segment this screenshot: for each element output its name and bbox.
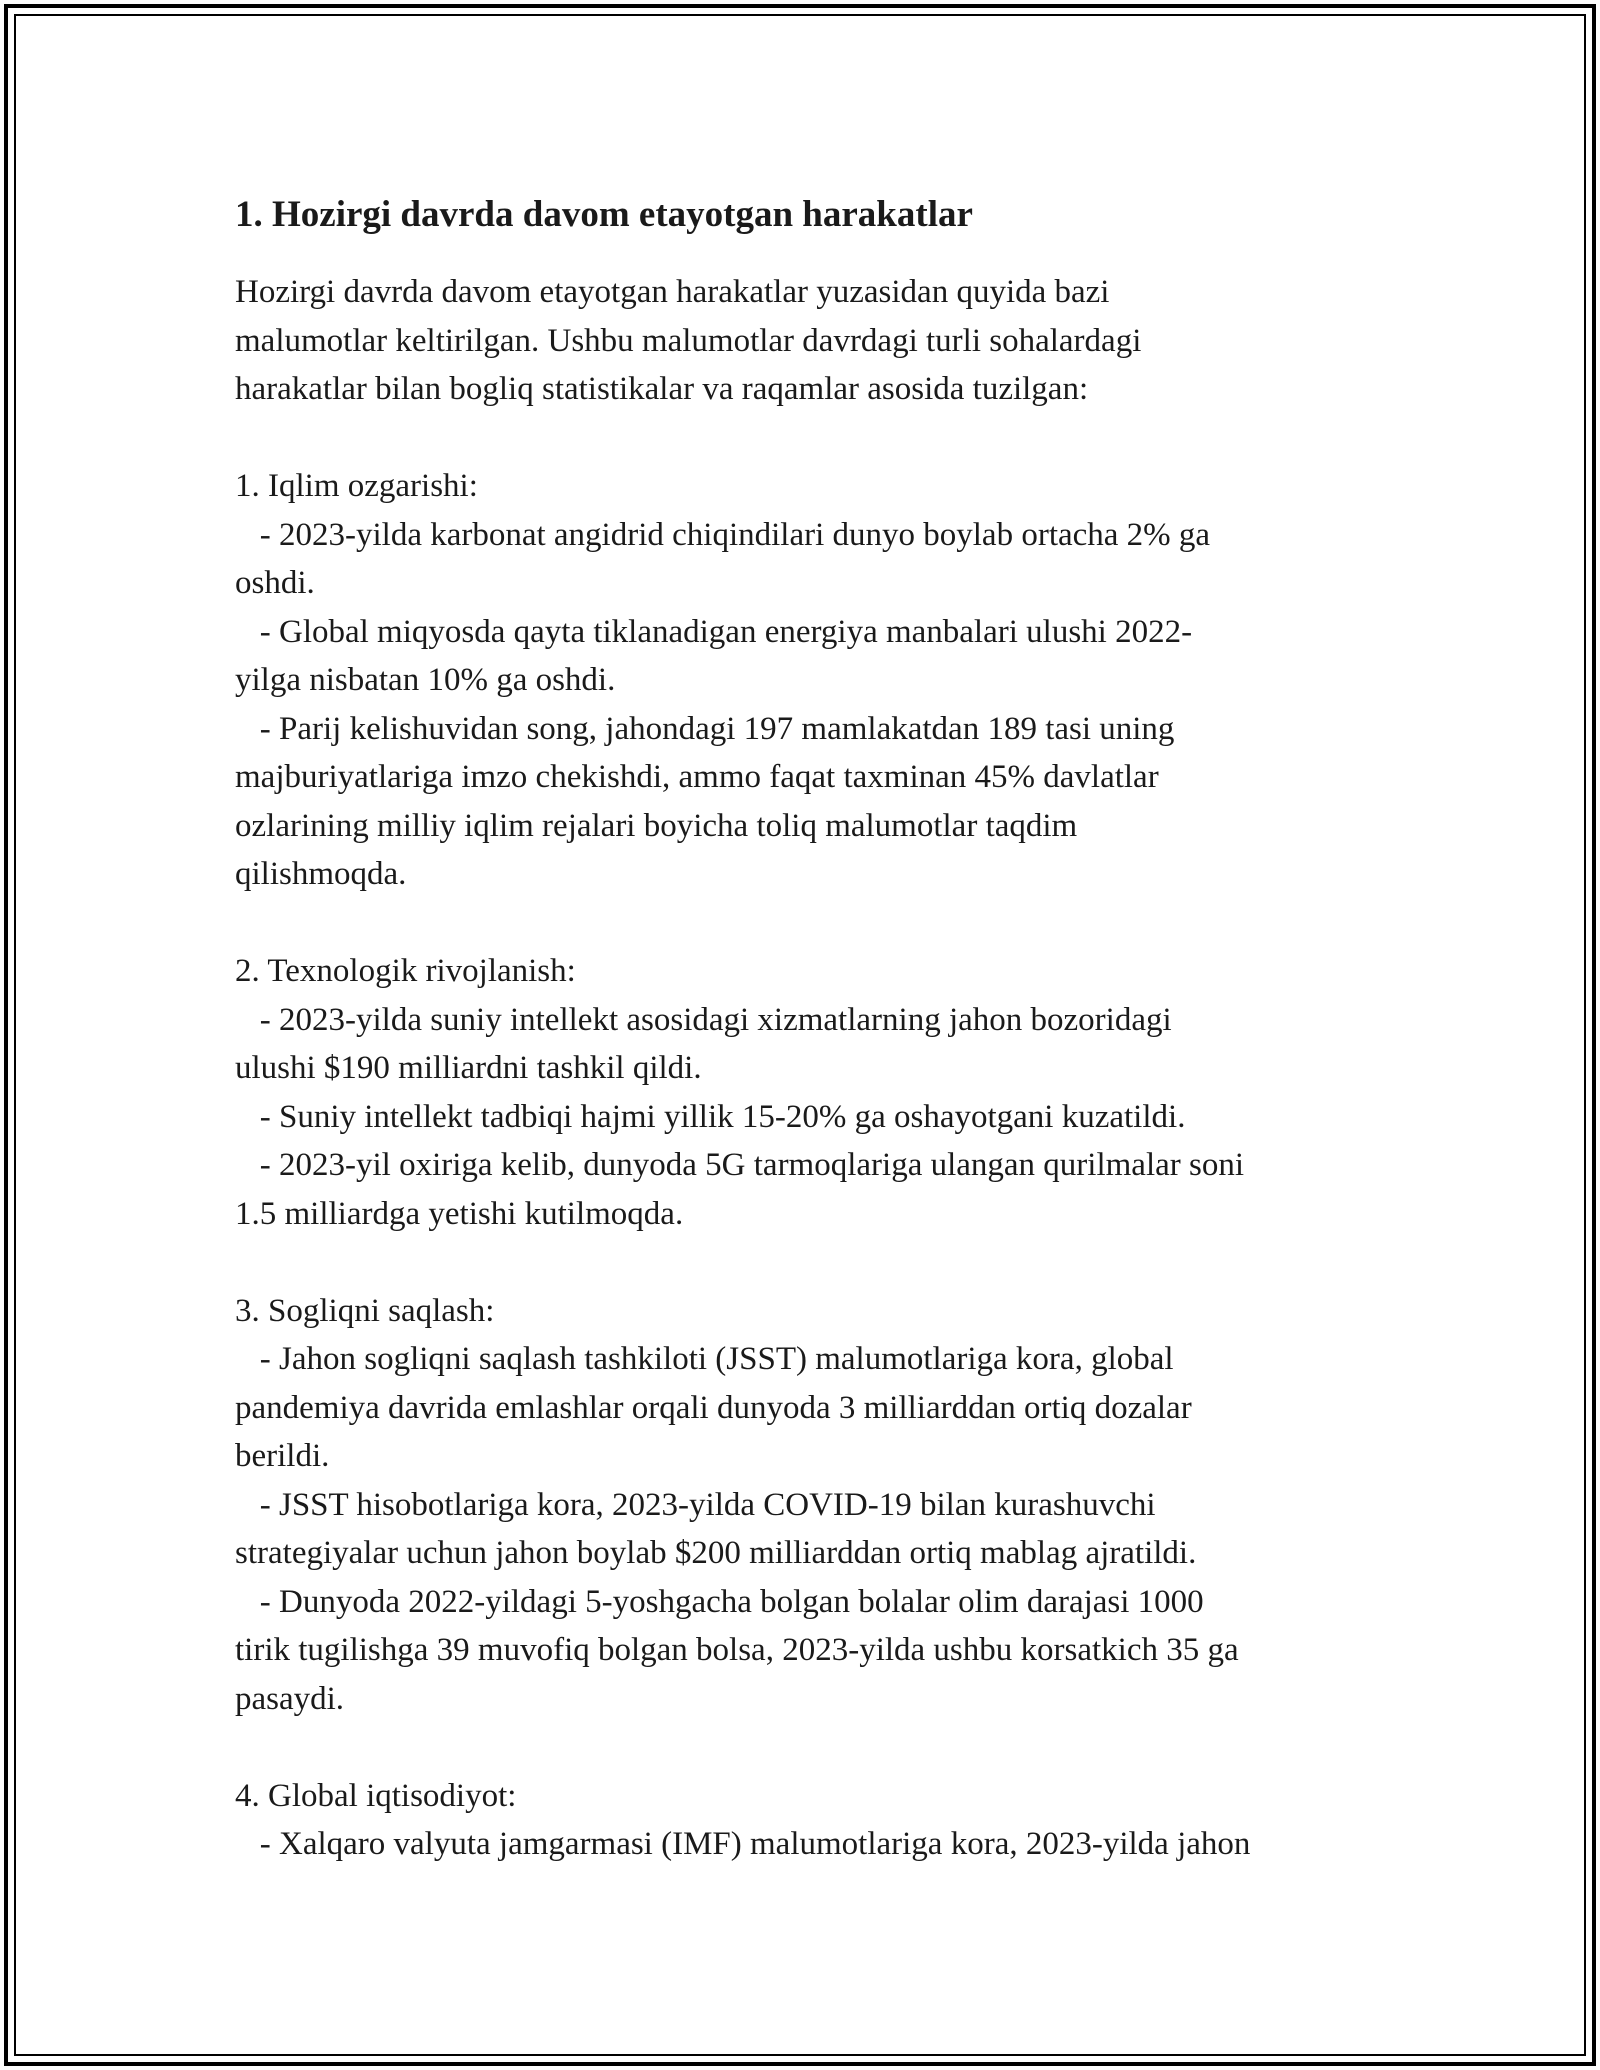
text-line: 1. Iqlim ozgarishi: <box>235 468 478 504</box>
text-line: oshdi. <box>235 565 315 601</box>
document-body <box>235 188 1395 1869</box>
text-line <box>235 899 1395 948</box>
text-line: yilga nisbatan 10% ga oshdi. <box>235 662 616 698</box>
text-line: pandemiya davrida emlashlar orqali dunyoda 3 milliarddan ortiq dozalar <box>235 1389 1192 1426</box>
text-line: harakatlar bilan bogliq statistikalar va raqamlar asosida tuzilgan: <box>235 371 1089 407</box>
text-line: - Jahon sogliqni saqlash tashkiloti (JSST) malumotlariga kora, global <box>235 1341 1174 1377</box>
text-line: 2. Texnologik rivojlanish: <box>235 953 576 989</box>
text-line: majburiyatlariga imzo chekishdi, ammo faqat taxminan 45% davlatlar <box>235 759 1159 795</box>
text-line: - Dunyoda 2022-yildagi 5-yoshgacha bolgan bolalar olim darajasi 1000 <box>235 1583 1204 1620</box>
text-line: ulushi $190 milliardni tashkil qildi. <box>235 1050 702 1086</box>
text-line <box>235 414 1395 463</box>
text-line: 4. Global iqtisodiyot: <box>235 1777 517 1814</box>
text-line: pasaydi. <box>235 1680 345 1717</box>
text-line: - 2023-yilda suniy intellekt asosidagi xizmatlarning jahon bozoridagi <box>235 1001 1172 1038</box>
text-line: - Parij kelishuvidan song, jahondagi 197 mamlakatdan 189 tasi uning <box>235 710 1175 747</box>
text-line <box>235 1723 1395 1772</box>
text-line: - Xalqaro valyuta jamgarmasi (IMF) malumotlariga kora, 2023-yilda jahon <box>235 1826 1251 1862</box>
text-line: qilishmoqda. <box>235 856 407 892</box>
text-line: - Global miqyosda qayta tiklanadigan energiya manbalari ulushi 2022- <box>235 613 1193 650</box>
text-line: 1.5 milliardga yetishi kutilmoqda. <box>235 1195 684 1232</box>
text-line: berildi. <box>235 1438 330 1474</box>
text-line: - JSST hisobotlariga kora, 2023-yilda COVID-19 bilan kurashuvchi <box>235 1486 1156 1523</box>
text-line: Hozirgi davrda davom etayotgan harakatlar yuzasidan quyida bazi <box>235 274 1110 310</box>
document-text <box>235 268 1395 1869</box>
text-line: tirik tugilishga 39 muvofiq bolgan bolsa, 2023-yilda ushbu korsatkich 35 ga <box>235 1632 1239 1668</box>
text-line: malumotlar keltirilgan. Ushbu malumotlar davrdagi turli sohalardagi <box>235 322 1142 359</box>
text-line: strategiyalar uchun jahon boylab $200 milliarddan ortiq mablag ajratildi. <box>235 1535 1197 1571</box>
document-title: 1. Hozirgi davrda davom etayotgan harakatlar <box>235 194 973 235</box>
text-line: ozlarining milliy iqlim rejalari boyicha toliq malumotlar taqdim <box>235 807 1078 844</box>
text-line: 3. Sogliqni saqlash: <box>235 1292 495 1329</box>
text-line: - 2023-yil oxiriga kelib, dunyoda 5G tarmoqlariga ulangan qurilmalar soni <box>235 1147 1245 1183</box>
text-line: - Suniy intellekt tadbiqi hajmi yillik 15-20% ga oshayotgani kuzatildi. <box>235 1098 1186 1135</box>
text-line <box>235 1238 1395 1287</box>
text-line: - 2023-yilda karbonat angidrid chiqindilari dunyo boylab ortacha 2% ga <box>235 516 1211 553</box>
